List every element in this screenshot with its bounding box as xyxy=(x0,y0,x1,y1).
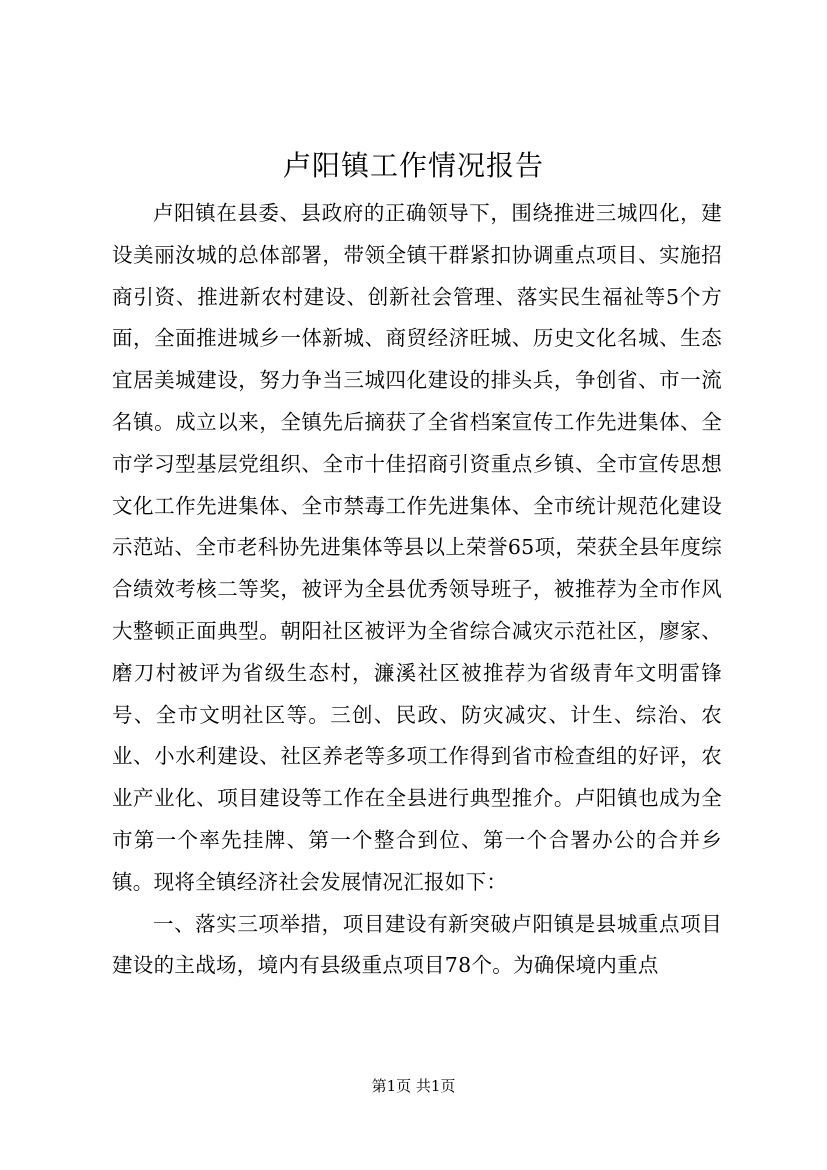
page-title: 卢阳镇工作情况报告 xyxy=(282,149,544,182)
page-footer: 第1页 共1页 xyxy=(371,1077,456,1095)
paragraph-1: 卢阳镇在县委、县政府的正确领导下，围绕推进三城四化，建设美丽汝城的总体部署，带领全镇干群紧扣协调重点项目、实施招商引资、推进新农村建设、创新社会管理、落实民生福祉等5个方面，全面推进城乡一体新城、商贸经济旺城、历史文化名城、生态宜居美城建设，努力争当三城四化建设的排头兵，争创省、市一流名镇。成立以来，全镇先后摘获了全省档案宣传工作先进集体、全市学习型基层党组织、全市十佳招商引资重点乡镇、全市宣传思想文化工作先进集体、全市禁毒工作先进集体、全市统计规范化建设示范站、全市老科协先进集体等县以上荣誉65项，荣获全县年度综合绩效考核二等奖，被评为全县优秀领导班子，被推荐为全市作风大整顿正面典型。朝阳社区被评为全省综合减灾示范社区，廖家、磨刀村被评为省级生态村，濂溪社区被推荐为省级青年文明雷锋号、全市文明社区等。三创、民政、防灾减灾、计生、综治、农业、小水利建设、社区养老等多项工作得到省市检查组的好评，农业产业化、项目建设等工作在全县进行典型推介。卢阳镇也成为全市第一个率先挂牌、第一个整合到位、第一个合署办公的合并乡镇。现将全镇经济社会发展情况汇报如下： xyxy=(112,201,722,894)
document-body xyxy=(112,193,722,987)
paragraph-2: 一、落实三项举措，项目建设有新突破卢阳镇是县城重点项目建设的主战场，境内有县级重点项目78个。为确保境内重点 xyxy=(112,911,722,978)
